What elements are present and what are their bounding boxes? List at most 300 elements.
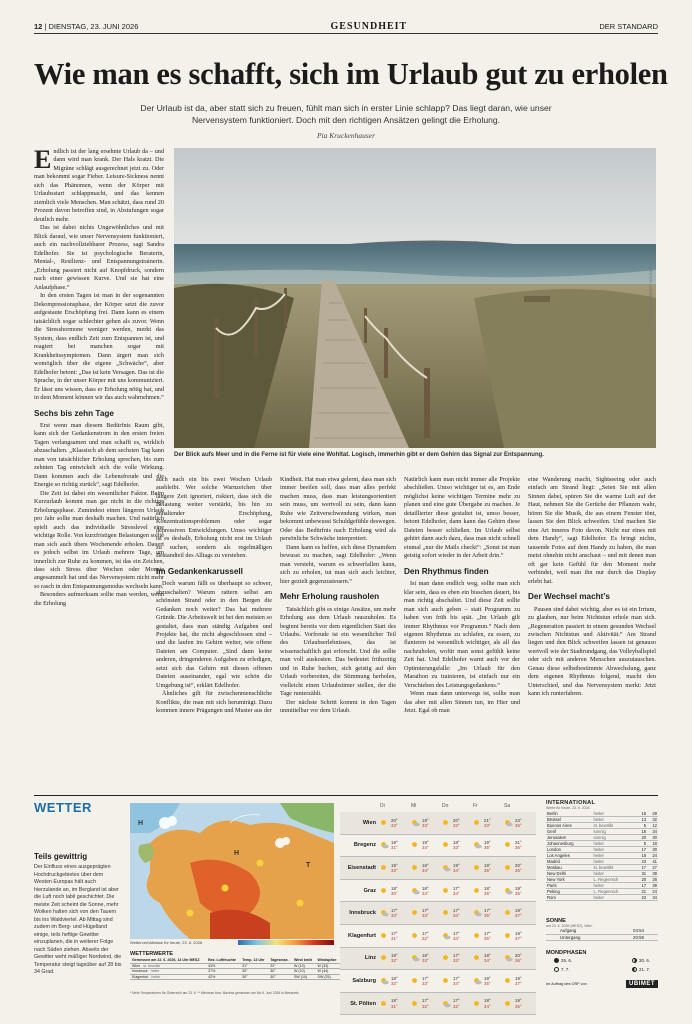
condition: heiter: [592, 841, 636, 847]
city-name: Buenos Aires: [546, 823, 592, 829]
min-temp: 16: [636, 853, 647, 859]
weather-provider: [546, 979, 658, 989]
svg-text:H: H: [138, 820, 144, 827]
forecast-cell: [473, 818, 504, 828]
min-temp: 19°: [515, 998, 522, 1004]
forecast-temps: [422, 818, 429, 828]
min-temp: 18°: [391, 975, 398, 981]
sun-icon: [411, 1000, 420, 1008]
table-header: Bez. Luftfeuchte: [206, 958, 240, 963]
article-standfirst: Der Urlaub ist da, aber statt sich zu freuen, fühlt man sich in erster Linie schlapp? Das liegt daran, wie unser Nervensystem funktioniert. Doch mit den richtigen Ansätzen gelingt die Erholung.: [140, 103, 552, 126]
min-temp: 18°: [422, 953, 429, 959]
forecast-cell: [411, 886, 442, 896]
min-temp: 17°: [422, 975, 429, 981]
photo-caption: Der Blick aufs Meer und in die Ferne ist für viele eine Wohltat. Logisch, immerhin gibt er dem Gehirn das Signal zur Entspannung.: [174, 452, 544, 458]
forecast-cell: [504, 863, 535, 873]
max-temp: 36°: [484, 845, 491, 851]
forecast-temps: [422, 998, 429, 1008]
moon-title: MONDPHASEN: [546, 950, 587, 956]
station-condition: st. bewölkt: [143, 964, 161, 969]
table-row: [130, 974, 340, 979]
table-header: Gemessen am 22. 6. 2026, 14 Uhr MESZ: [130, 958, 206, 963]
condition: st. bewölkt: [592, 865, 636, 871]
min-temp: 17°: [453, 885, 460, 891]
forecast-cell: [504, 998, 535, 1008]
forecast-temps: [391, 863, 398, 873]
sunrise-time: 04:54: [633, 928, 644, 933]
min-temp: 19°: [391, 953, 398, 959]
sun-icon: [473, 932, 482, 940]
max-temp: 35°: [484, 935, 491, 941]
moon-phase: [632, 958, 650, 963]
sun-title: SONNE: [546, 918, 566, 924]
article-author: Pia Kruckenhauser: [316, 131, 376, 140]
sun-cloud-icon: [411, 819, 420, 827]
moon-phase: [554, 958, 572, 963]
max-temp: 26: [647, 877, 658, 883]
max-temp: 24: [647, 889, 658, 895]
sun-icon: [411, 932, 420, 940]
moon-date: 7. 7.: [561, 967, 570, 972]
min-temp: 17°: [422, 998, 429, 1004]
max-temp: 36°: [515, 867, 522, 873]
forecast-cell: [473, 998, 504, 1008]
forecast-cell: [380, 908, 411, 918]
max-temp: 33°: [422, 958, 429, 964]
forecast-cell: [504, 818, 535, 828]
city-name: Paris: [546, 883, 592, 889]
min-temp: 21°: [484, 817, 491, 823]
max-temp: 33°: [484, 822, 491, 828]
forecast-cell: [380, 840, 411, 850]
weather-subtitle: Teils gewittrig: [34, 852, 88, 861]
article-column-1: [34, 148, 164, 786]
forecast-cell: [411, 908, 442, 918]
paragraph: In den ersten Tagen ist man in der sogenannten Dekompressionsphase, der Körper setzt die zuvor aufgestaute Erschöpfung frei. Dann kann es einem tatsächlich sogar schlechter gehen als zuvor. Wenn die Stresshormone weniger werden, merkt das System, dass endlich Zeit zum Entspannen ist, und reagiert bei manchen sogar mit Krankheitssymptomen. Dann ärgert man sich womöglich über die eigene „Schwäche“, aber Edelhofer betont: „Das ist kein Versagen. Das ist die Sprache, in der unser Körper mit uns kommuniziert. Er lässt uns wissen, dass er Erholung nötig hat, und in dem Moment können wir das auch wahrnehmen.“: [34, 292, 164, 402]
max-temp: 33°: [391, 867, 398, 873]
min-temp: 5: [636, 841, 647, 847]
forecast-row: [340, 948, 536, 971]
forecast-city: Linz: [364, 955, 376, 962]
table-row: [546, 895, 658, 901]
max-temp: 35°: [484, 913, 491, 919]
forecast-cell: [442, 931, 473, 941]
sun-cloud-icon: [411, 954, 420, 962]
paragraph: Tatsächlich gibt es einige Ansätze, um mehr Erholung aus dem Urlaub rauszuholen. Es beginnt bereits vor dem eigentlichen Start des Urlaubs. Vorfreude ist ein wesentlicher Teil des Urlaubserlebnisses, das ist wissenschaftlich gut erforscht. Und die sollte man voll auskosten. Das bedeutet frühzeitig und in Ruhe buchen, sich geistig auf den Urlaub vorbereiten, die Stimmung herholen, vielleicht einen Urlaubstimer stellen, der die Tage runterzählt.: [280, 605, 396, 698]
paragraph: Kindheit. Hat man etwa gelernt, dass man sich immer beeilen soll, dass man alles perfekt machen muss, dass man leistungsorientiert sein muss, um wertvoll zu sein, dann kann Ruhe wie Zeitverschwendung wirken, man bekommt unbewusst Schuldgefühle deswegen. Oder das Bedürfnis nach Erholung wird als persönliche Schwäche interpretiert.: [280, 476, 396, 543]
forecast-cell: [411, 818, 442, 828]
min-temp: 17°: [453, 930, 460, 936]
forecast-temps: [515, 998, 522, 1008]
min-temp: 17°: [391, 930, 398, 936]
min-temp: 17: [636, 847, 647, 853]
sun-icon: [411, 977, 420, 985]
sun-subtitle: am 23. 6. 2026 (MESZ), Wien: [546, 924, 593, 928]
table-cell: 22°: [268, 963, 292, 968]
forecast-cell: [442, 818, 473, 828]
forecast-row: [340, 970, 536, 993]
sun-cloud-icon: [504, 887, 513, 895]
condition: heiter: [592, 895, 636, 901]
condition: sonnig: [592, 835, 636, 841]
forecast-cell: [442, 886, 473, 896]
forecast-temps: [422, 953, 429, 963]
weather-title: WETTER: [34, 800, 92, 815]
forecast-temps: [391, 818, 398, 828]
paragraph: Erst wenn man diesem Bedürfnis Raum gibt, kann sich der Gedankenstrom in den ersten freien Tagen verlangsamen und man schafft es, wirklich abzuschalten. „Klassisch ab dem sechsten Tag kann man von tatsächlicher Erholung sprechen, bis zum zehnten Tag entwickelt sich die volle Wirkung. Dann kommen auch die Lebensfreude und die Energie so richtig zurück“, sagt Edelhofer.: [34, 421, 164, 489]
min-temp: 19°: [391, 840, 398, 846]
min-temp: 31: [636, 871, 647, 877]
max-temp: 35°: [515, 822, 522, 828]
paragraph: Das ist dabei nichts Ungewöhnliches und mit Blick darauf, wie unser Nervensystem funktioniert, auch ein nachvollziehbarer Prozess, sagt Sandra Edelhofer. Sie ist psychologische Beraterin, Mental-, Resilienz- und Entspannungstrainerin. „Erholung passiert nicht auf Knopfdruck, sondern nach einer gewissen Kurve. Und sie hat eine Anlaufphase.“: [34, 224, 164, 291]
forecast-cell: [473, 840, 504, 850]
moon-date: 21. 7.: [639, 967, 650, 972]
sun-cloud-icon: [473, 841, 482, 849]
forecast-city: Bregenz: [353, 842, 376, 849]
min-temp: 17°: [391, 908, 398, 914]
sunset-time: 20:59: [633, 934, 644, 940]
forecast-row: [340, 993, 536, 1016]
sun-cloud-icon: [380, 841, 389, 849]
table-cell: 30°: [268, 974, 292, 979]
forecast-temps: [422, 863, 429, 873]
min-temp: 19°: [422, 817, 429, 823]
forecast-temps: [391, 976, 398, 986]
forecast-cell: [473, 908, 504, 918]
temperature-scale: [238, 940, 334, 945]
forecast-cell: [442, 976, 473, 986]
forecast-cell: [411, 953, 442, 963]
sun-cloud-icon: [411, 887, 420, 895]
subheading: Der Wechsel macht’s: [528, 592, 610, 602]
table-row: [546, 877, 658, 883]
min-temp: 17°: [453, 953, 460, 959]
forecast-day-label: Sa: [504, 803, 511, 809]
min-temp: 17°: [422, 930, 429, 936]
condition: sonnig: [592, 829, 636, 835]
table-row: [546, 853, 658, 859]
min-temp: 18°: [484, 953, 491, 959]
forecast-temps: [453, 863, 460, 873]
forecast-cell: [411, 998, 442, 1008]
max-temp: 32°: [422, 1003, 429, 1009]
city-name: New Delhi: [546, 871, 592, 877]
sun-icon: [473, 819, 482, 827]
sunset-label: Untergang: [560, 934, 581, 940]
table-cell: SW (25): [316, 974, 340, 979]
forecast-temps: [484, 998, 491, 1008]
table-header: Windspitze: [316, 958, 340, 963]
table-header: Wind km/h: [292, 958, 316, 963]
paragraph: Doch warum fällt es überhaupt so schwer, abzuschalten? Warum rattern selbst am schönsten Strand oder in den Bergen die Gedanken noch weiter? Das hat mehrere Gründe. Die Arbeitswelt ist bei den meisten so gestaltet, dass man ständig Aufgaben und Projekte hat, die nicht abgeschlossen sind – und die laufen im Gehirn weiter, wie offene Dateien am Computer. „Sind dann keine anderen, dringenderen Aufgaben zu erledigen, setzt sich das Gehirn mit diesen offenen Dateien auseinander, egal wie schön die Umgebung ist“, erklärt Edelhofer.: [156, 580, 272, 689]
min-temp: 17°: [484, 930, 491, 936]
moon-date: 30. 6.: [639, 958, 650, 963]
max-temp: 34°: [484, 958, 491, 964]
min-temp: 19°: [484, 840, 491, 846]
min-temp: 16: [636, 811, 647, 817]
city-name: Los Angeles: [546, 853, 592, 859]
forecast-temps: [484, 818, 491, 828]
table-cell: W (33): [316, 963, 340, 968]
min-temp: 17°: [453, 975, 460, 981]
forecast-row: [340, 880, 536, 903]
forecast-temps: [484, 863, 491, 873]
max-temp: 36°: [515, 958, 522, 964]
forecast-day-label: Do: [442, 803, 449, 809]
austria-forecast: [340, 803, 536, 1015]
forecast-cell: [504, 908, 535, 918]
max-temp: 33°: [422, 822, 429, 828]
forecast-temps: [422, 976, 429, 986]
sun-cloud-icon: [380, 909, 389, 917]
city-name: Genf: [546, 829, 592, 835]
sun-cloud-icon: [504, 954, 513, 962]
international-subtitle: Werte für heute, 23. 6. 2026: [546, 806, 590, 810]
weather-values-note: * Mehr Temperaturen für Österreich am 23. 6. ** Minimum bzw. Maxima gemessen am Mo 6. Juni 2026 in Messnetz: [130, 991, 299, 995]
max-temp: 35°: [484, 980, 491, 986]
max-temp: 29: [647, 811, 658, 817]
min-temp: 17°: [453, 908, 460, 914]
sun-cloud-icon: [442, 864, 451, 872]
forecast-city: Salzburg: [352, 977, 376, 984]
city-name: New York: [546, 877, 592, 883]
table-cell: 37%: [206, 969, 240, 974]
max-temp: 31°: [391, 935, 398, 941]
sunset-row: [546, 935, 658, 942]
sun-icon: [411, 909, 420, 917]
max-temp: 34°: [422, 890, 429, 896]
forecast-temps: [515, 818, 522, 828]
city-name: Johannesburg: [546, 841, 592, 847]
forecast-city: Innsbruck: [349, 910, 376, 917]
min-temp: 18°: [422, 885, 429, 891]
sun-icon: [504, 977, 513, 985]
page-meta: 12 | DIENSTAG, 23. JUNI 2026: [34, 22, 139, 31]
subheading: Sechs bis zehn Tage: [34, 408, 114, 418]
sun-cloud-icon: [442, 1000, 451, 1008]
article-column-4: [404, 476, 520, 786]
new-moon-icon: [554, 958, 559, 963]
city-name: Peking: [546, 889, 592, 895]
paragraph: Pausen sind dabei wichtig, aber es ist ein Irrtum, zu glauben, nur beim Nichtstun erhole man sich. „Regeneration passiert in einem gesunden Wechsel zwischen Nichtstun und Aktivität.“ Am Strand liegen und den Blick schweifen lassen ist genauso wertvoll wie der Stadtrundgang, das Volleyballspiel oder sich mit anderen Menschen auszutauschen. Genau diese selbstbestimmte Abwechslung, ganz dem eigenen Rhythmus folgend, macht den Unterschied, und das Nervensystem merkt: Jetzt kann ich runterfahren.: [528, 605, 656, 698]
article-column-5: [528, 476, 656, 786]
subheading: Mehr Erholung rausholen: [280, 592, 380, 602]
moon-phase: [554, 967, 570, 972]
min-temp: 23°: [515, 817, 522, 823]
max-temp: 34°: [453, 890, 460, 896]
min-temp: 17°: [422, 908, 429, 914]
sun-icon: [504, 864, 513, 872]
paragraph: Wenn man dann unterwegs ist, sollte man das aber mit allen Sinnen tun, im Hier und Jetzt. Egal ob man: [404, 690, 520, 715]
drop-cap: E: [34, 148, 52, 174]
condition: heiter: [592, 859, 636, 865]
sun-icon: [504, 932, 513, 940]
forecast-city: Eisenstadt: [347, 864, 376, 871]
max-temp: 33°: [422, 913, 429, 919]
min-temp: 18°: [484, 885, 491, 891]
sun-icon: [380, 887, 389, 895]
condition: L. Regenrsch: [592, 877, 636, 883]
max-temp: 18: [647, 841, 658, 847]
forecast-temps: [484, 840, 491, 850]
forecast-temps: [515, 976, 522, 986]
sun-icon: [442, 887, 451, 895]
max-temp: 32°: [391, 980, 398, 986]
sun-icon: [380, 1000, 389, 1008]
min-temp: 17°: [484, 908, 491, 914]
min-temp: 17: [636, 883, 647, 889]
min-temp: 17: [636, 865, 647, 871]
forecast-cell: [380, 818, 411, 828]
issue-date: DIENSTAG, 23. JUNI 2026: [48, 22, 139, 31]
condition: L. Regenrsch: [592, 889, 636, 895]
min-temp: 18°: [391, 998, 398, 1004]
sun-icon: [380, 864, 389, 872]
forecast-temps: [391, 886, 398, 896]
min-temp: 19°: [453, 862, 460, 868]
forecast-city: St. Pölten: [350, 1000, 376, 1007]
forecast-cell: [473, 931, 504, 941]
table-cell: W (10): [292, 969, 316, 974]
station-condition: heiter: [151, 974, 161, 979]
condition: heiter: [592, 883, 636, 889]
forecast-temps: [453, 953, 460, 963]
sun-cloud-icon: [473, 909, 482, 917]
max-temp: 33°: [453, 822, 460, 828]
forecast-temps: [391, 908, 398, 918]
map-legend: Wetterverhältnisse für heute, 23. 6. 2026: [130, 940, 203, 945]
max-temp: 34: [647, 895, 658, 901]
sunrise-label: Aufgang: [560, 928, 577, 933]
max-temp: 37°: [515, 935, 522, 941]
sun-icon: [442, 819, 451, 827]
subheading: Den Rhythmus finden: [404, 566, 489, 576]
forecast-temps: [422, 931, 429, 941]
condition: st. bewölkt: [592, 823, 636, 829]
max-temp: 35°: [484, 890, 491, 896]
forecast-temps: [515, 953, 522, 963]
forecast-temps: [422, 908, 429, 918]
min-temp: 19°: [422, 840, 429, 846]
provider-note: Im Auftrag des ORF von: [546, 982, 587, 986]
page-number: 12: [34, 22, 43, 31]
paragraph: Die Zeit ist dabei ein wesentlicher Faktor. Beim Kurzurlaub kommt man gar nicht in die richtige Erholungsphase. Zumindest einen längeren Urlaub pro Jahr sollte man deshalb machen. Und natürlich spielt auch das individuelle Stresslevel eine wichtige Rolle. Von kurzfristigen Belastungen sollte man sich auch übers Wochenende erholen. Dauert es jedoch selbst im Urlaub mehrere Tage, um innerlich zur Ruhe zu kommen, ist das ein Zeichen, dass sich Stress über Wochen oder Monate angesammelt hat und das Nervensystem nicht mehr so rasch in den Entspannungsmodus wechseln kann.: [34, 489, 164, 590]
condition: heiter: [592, 817, 636, 823]
max-temp: 31°: [391, 845, 398, 851]
forecast-cell: [411, 976, 442, 986]
table-cell: W (44): [316, 969, 340, 974]
paragraph: Besonders aufmerksam sollte man werden, wenn die Erholung: [34, 591, 164, 607]
min-temp: 13: [636, 817, 647, 823]
table-cell: 30°: [268, 969, 292, 974]
forecast-cell: [473, 863, 504, 873]
sun-icon: [442, 954, 451, 962]
forecast-temps: [391, 840, 398, 850]
paragraph: Natürlich kann man nicht immer alle Projekte abschließen. Umso wichtiger ist es, am Ende möglichst keine wichtigen Termine mehr zu planen und eine gute Übergabe zu machen. Je detaillierter diese gestaltet ist, umso besser, betont Edelhofer, dann kann das Gehirn diese Dateien besser schließen. Im Urlaub selbst gehört dann auch dazu, dass man nicht schnell einmal „nur die Mails checkt“: „Sonst ist man geistig sofort wieder in der Arbeit drin.“: [404, 476, 520, 560]
article-column-3: [280, 476, 396, 786]
weather-values-title: WETTERWERTE: [130, 951, 173, 957]
sun-times: [546, 918, 658, 941]
max-temp: 34°: [484, 1003, 491, 1009]
forecast-temps: [453, 886, 460, 896]
max-temp: 34°: [422, 867, 429, 873]
forecast-row: [340, 812, 536, 835]
forecast-temps: [391, 998, 398, 1008]
city-name: Jerusalem: [546, 835, 592, 841]
forecast-temps: [515, 931, 522, 941]
forecast-temps: [391, 931, 398, 941]
sun-icon: [411, 864, 420, 872]
table-cell: 42%: [206, 974, 240, 979]
sun-cloud-icon: [442, 932, 451, 940]
min-temp: 17°: [453, 998, 460, 1004]
forecast-cell: [380, 998, 411, 1008]
moon-date: 25. 6.: [561, 958, 572, 963]
table-cell: 31°: [240, 963, 268, 968]
forecast-cell: [380, 863, 411, 873]
max-temp: 35°: [484, 867, 491, 873]
table-cell: 30°: [240, 969, 268, 974]
max-temp: 12: [647, 823, 658, 829]
max-temp: 33°: [453, 845, 460, 851]
max-temp: 34°: [422, 845, 429, 851]
forecast-temps: [484, 931, 491, 941]
min-temp: 20: [636, 877, 647, 883]
min-temp: 20°: [515, 953, 522, 959]
max-temp: 34°: [453, 935, 460, 941]
min-temp: 18°: [484, 975, 491, 981]
table-cell: W (10): [292, 963, 316, 968]
min-temp: 19°: [391, 862, 398, 868]
forecast-day-label: Di: [380, 803, 385, 809]
forecast-cell: [380, 953, 411, 963]
table-cell: [130, 974, 206, 979]
min-temp: 19°: [484, 862, 491, 868]
max-temp: 27: [647, 865, 658, 871]
condition: heiter: [592, 847, 636, 853]
paragraph: auch nach ein bis zwei Wochen Urlaub ausbleibt. Wer solche Warnzeichen über längere Zeit ignoriert, riskiert, dass sich die Belastung weiter verstärkt, bis hin zu anhaltender Erschöpfung, Konzentrationsproblemen oder sogar depressiven Entwicklungen. Umso wichtiger ist es deshalb, Erholung nicht erst im Urlaub zu suchen, sondern als regelmäßigen Bestandteil des Alltags zu verstehen.: [156, 476, 272, 560]
paragraph: Dann kann es helfen, sich diese Dynamiken bewusst zu machen, sagt Edelhofer: „Wenn man versteht, warum es schwerfallen kann, sich zu erholen, tut man sich auch leichter, hier gezielt gegenzusteuern.“: [280, 543, 396, 585]
max-temp: 36°: [515, 845, 522, 851]
max-temp: 30°: [391, 890, 398, 896]
forecast-temps: [453, 908, 460, 918]
forecast-cell: [504, 840, 535, 850]
forecast-cell: [380, 931, 411, 941]
min-temp: 18°: [515, 930, 522, 936]
table-cell: SW (10): [292, 974, 316, 979]
provider-logo: UBIMET: [626, 980, 658, 988]
first-quarter-icon: [632, 958, 637, 963]
forecast-temps: [422, 886, 429, 896]
min-temp: 20°: [391, 817, 398, 823]
beach-boardwalk-image: [174, 148, 656, 448]
forecast-cell: [442, 840, 473, 850]
international-title: INTERNATIONAL: [546, 800, 596, 806]
forecast-temps: [453, 931, 460, 941]
max-temp: 39: [647, 883, 658, 889]
min-temp: 20°: [515, 862, 522, 868]
max-temp: 32°: [391, 958, 398, 964]
max-temp: 34: [647, 829, 658, 835]
paragraph: eine Wanderung macht, Sightseeing oder auch einfach am Strand liegt: „Seien Sie mit allen Sinnen dabei, spüren Sie die warme Luft auf der Haut, nehmen Sie die Gerüche der Pflanzen wahr, hören Sie die Musik, die aus einem Fenster tönt, lassen Sie den Blick schweifen. Und machen Sie eine Art inneres Foto davon. Nicht nur eines mit dem Handy“, sagt Edelhofer. Es bringt nichts, tausende Fotos auf dem Handy zu haben, die man meist ohnehin nicht anschaut – und mit denen man oft gar kein Gefühl für den Moment mehr verbindet, weil man ihn nur durch das Display erlebt hat.: [528, 476, 656, 585]
min-temp: 19°: [515, 975, 522, 981]
moon-phases: [546, 950, 658, 974]
table-cell: 30°: [240, 974, 268, 979]
sun-icon: [504, 1000, 513, 1008]
forecast-temps: [453, 998, 460, 1008]
forecast-day-label: Fr: [473, 803, 478, 809]
forecast-temps: [484, 908, 491, 918]
